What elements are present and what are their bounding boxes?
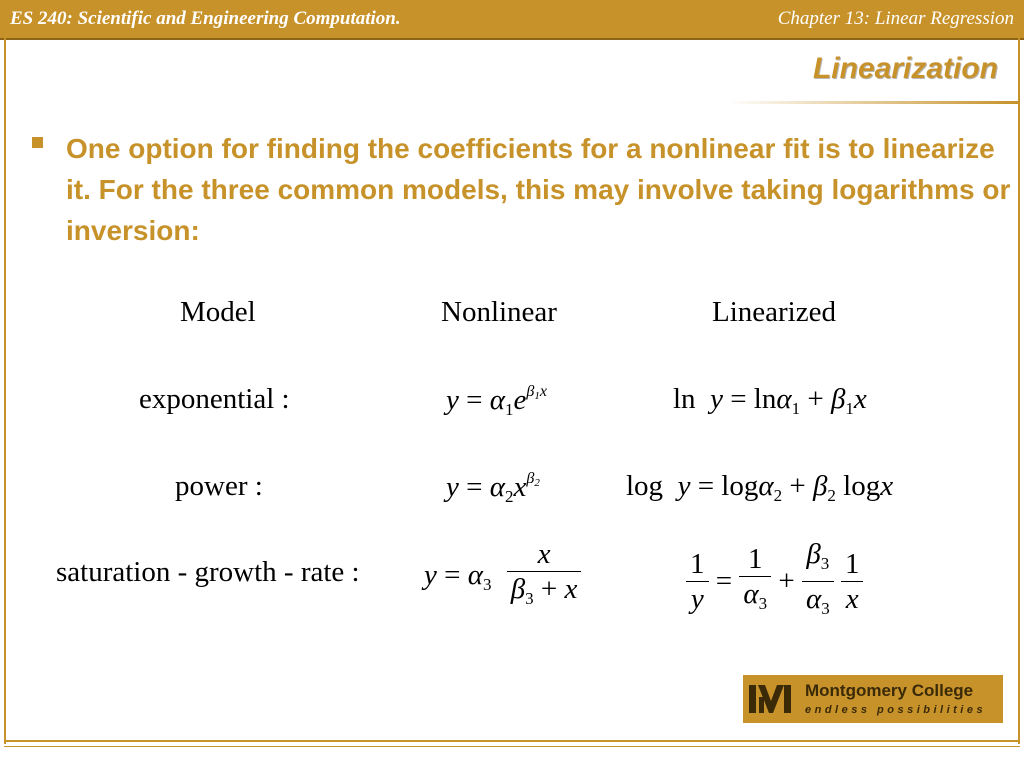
header-nonlinear: Nonlinear (441, 296, 557, 328)
equation-saturation-linearized: $\frac{1}{y}$ = $\frac{1}{\alpha_3}$ + $\frac{\beta_3}{\alpha_3}$ $\frac{1}{x}$ (686, 537, 863, 626)
slide-header (0, 0, 1024, 40)
bullet-text: One option for finding the coefficients for a nonlinear fit is to linearize it. For the three common models, this may involve taking logarithms or inversion: (66, 133, 1011, 246)
header-linearized: Linearized (712, 296, 836, 328)
row-label-exponential: exponential : (139, 383, 290, 415)
equation-power-linearized: $\log y = \log\alpha_2 + \beta_2$ logx (626, 470, 894, 505)
logo-tagline: endless possibilities (805, 704, 987, 716)
equation-exponential-linearized: $\ln y = \ln\alpha_1 + \beta_1x$ (673, 383, 867, 418)
montgomery-college-logo (743, 675, 1003, 723)
frame-right-border (1018, 38, 1020, 744)
row-label-saturation-growth-rate: saturation - growth - rate : (56, 556, 360, 588)
equation-power-nonlinear: $y = \alpha_2x^{\beta_2}$ (446, 470, 540, 506)
equation-saturation-nonlinear: $y = \alpha_3$ $\frac{x}{\beta_3 + x}$ (424, 537, 581, 616)
row-label-power: power : (175, 470, 263, 502)
header-model: Model (180, 296, 256, 328)
frame-bottom-border (4, 740, 1020, 747)
slide-title: Linearization (812, 52, 998, 85)
college-emblem-icon (749, 683, 791, 715)
course-title: ES 240: Scientific and Engineering Computation. (10, 8, 401, 29)
title-underline (728, 101, 1018, 104)
chapter-title: Chapter 13: Linear Regression (777, 8, 1014, 29)
bullet-square-icon (32, 137, 43, 148)
logo-college-name: Montgomery College (805, 681, 974, 700)
equation-exponential-nonlinear: $y = \alpha_1e^{\beta_1x}$ (446, 383, 547, 419)
frame-left-border (4, 38, 6, 744)
